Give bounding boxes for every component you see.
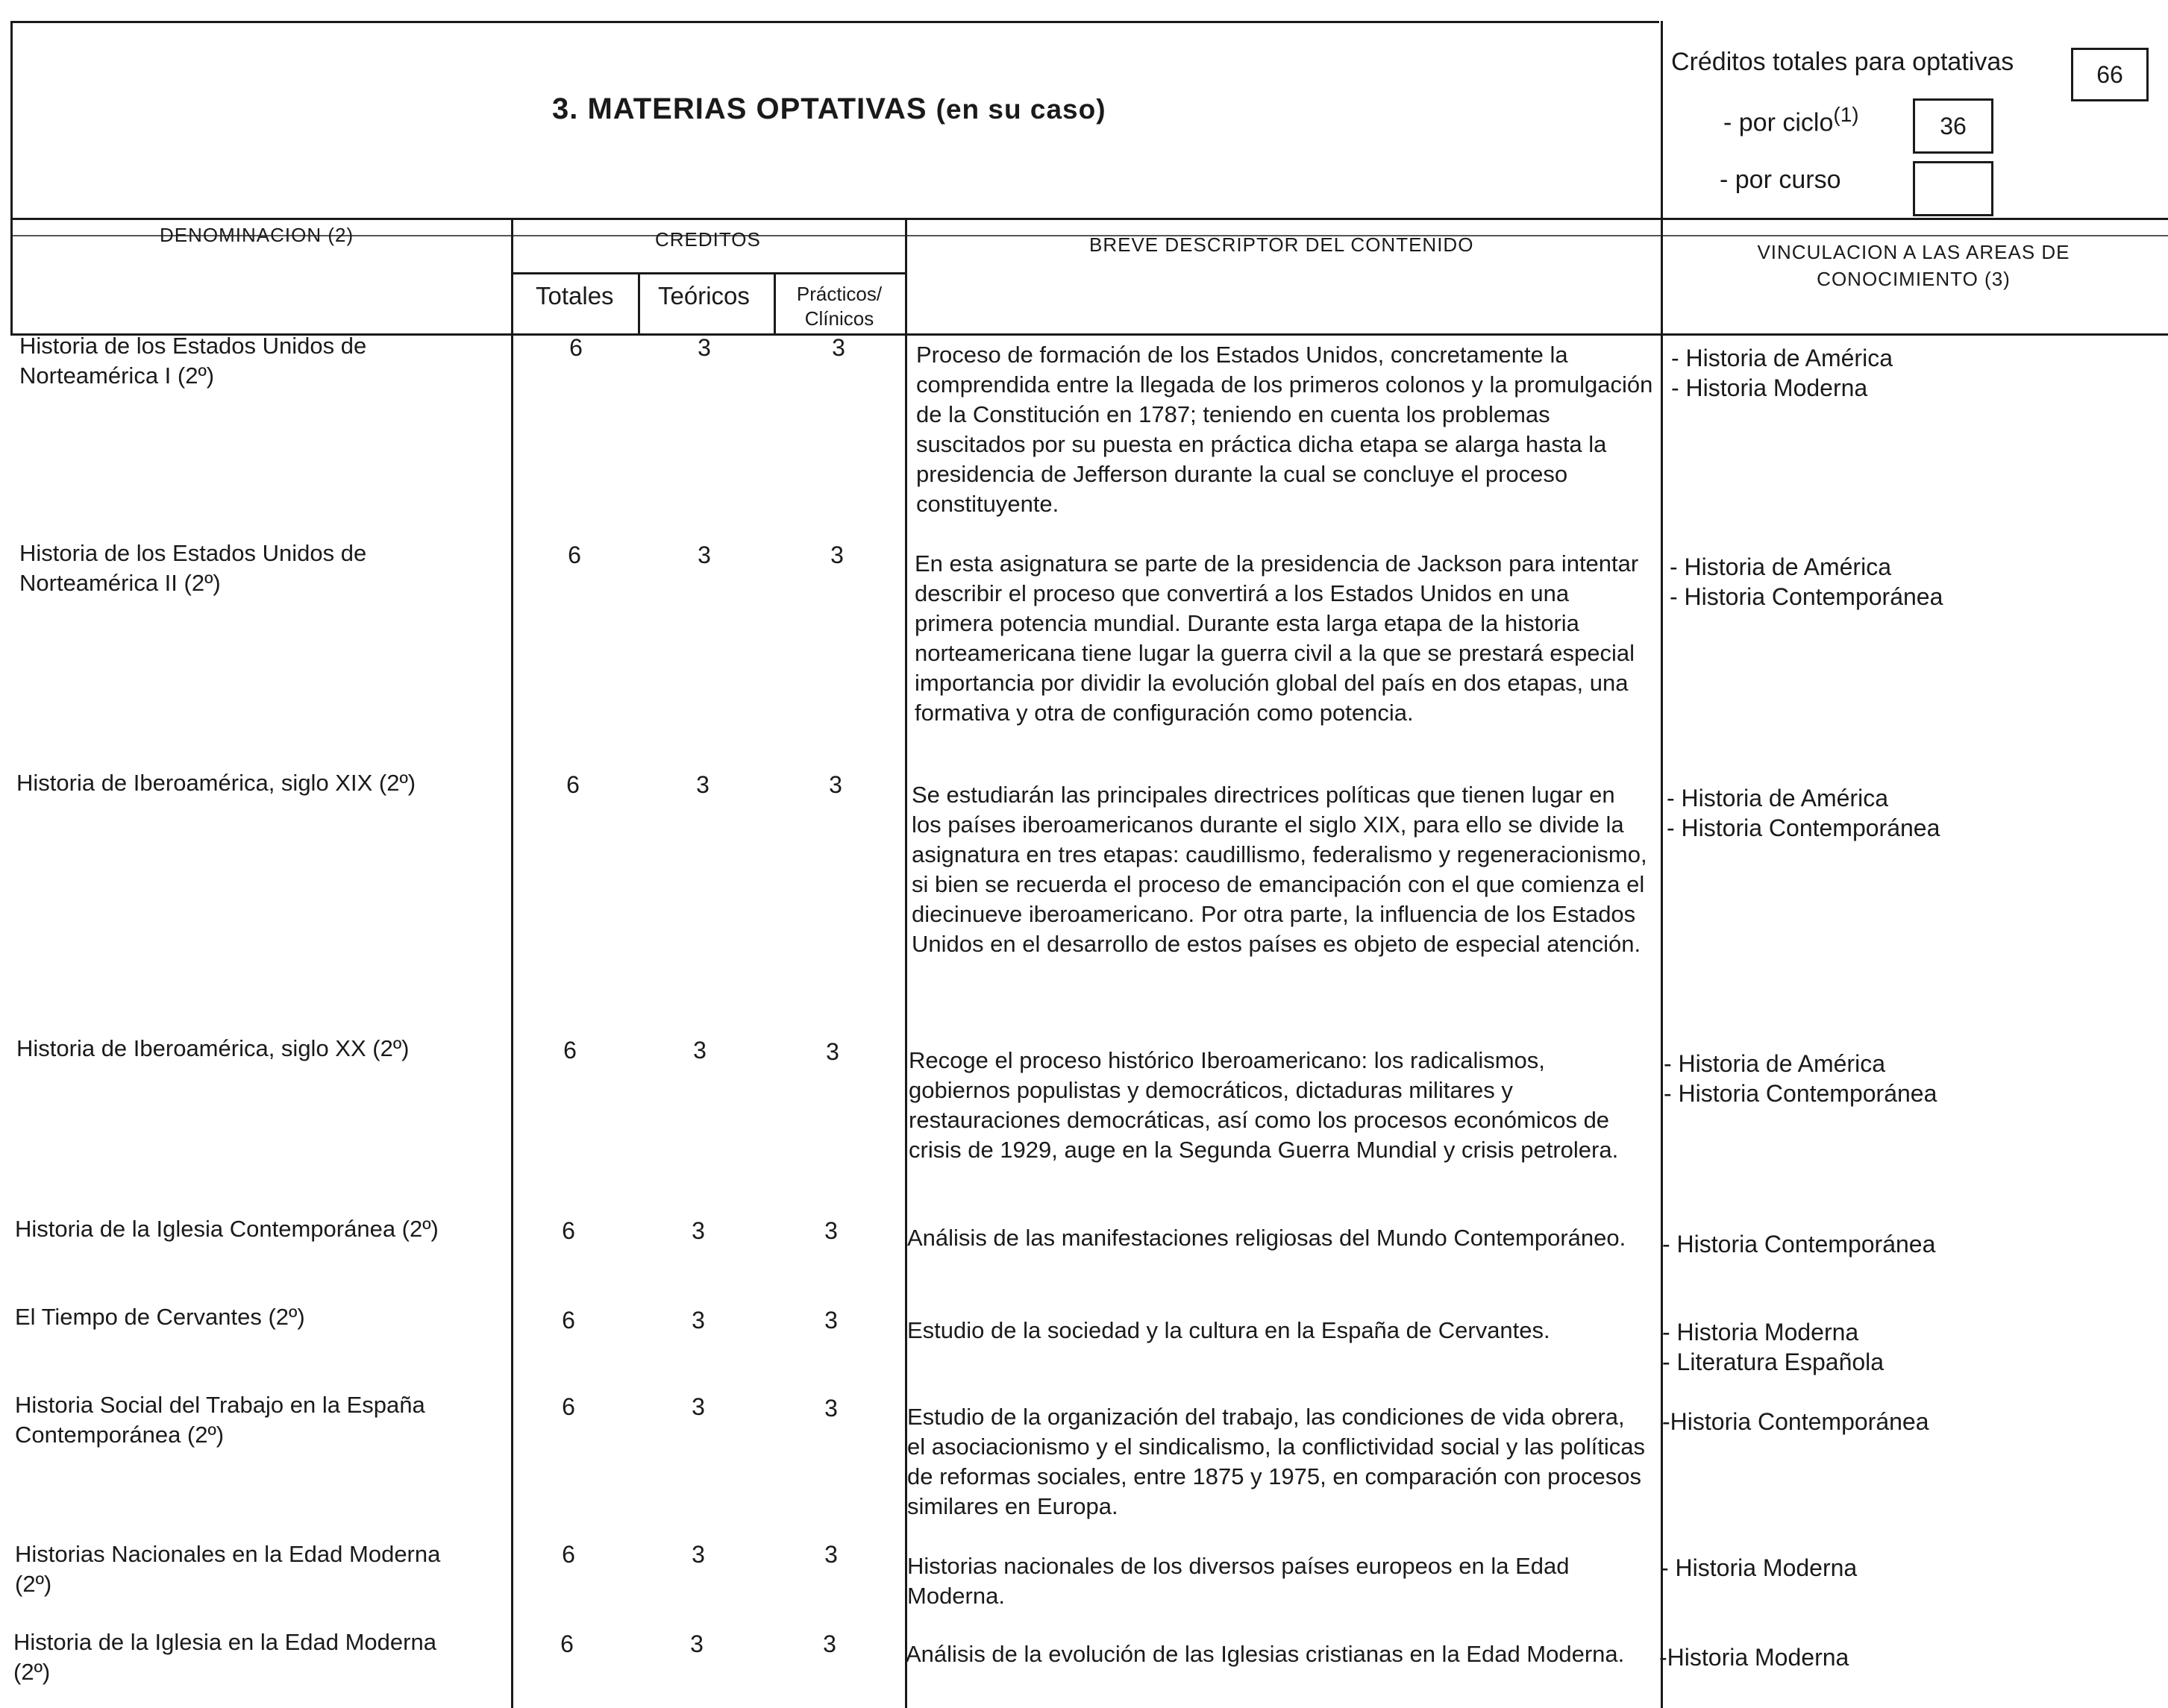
row-descriptor: Análisis de la evolución de las Iglesias cristianas en la Edad Moderna. bbox=[906, 1641, 1625, 1667]
row-totales: 6 bbox=[569, 334, 583, 361]
row-name: Historia de Iberoamérica, siglo XIX (2º) bbox=[16, 770, 416, 796]
row-totales: 6 bbox=[566, 771, 580, 798]
col-practicos: Prácticos/ Clínicos bbox=[796, 283, 883, 330]
col-descriptor: BREVE DESCRIPTOR DEL CONTENIDO bbox=[1089, 233, 1474, 256]
col-creditos: CREDITOS bbox=[655, 228, 761, 251]
row-name: Historias Nacionales en la Edad Moderna (2º) bbox=[15, 1541, 441, 1597]
row-totales: 6 bbox=[562, 1217, 575, 1244]
header-divider bbox=[10, 218, 2168, 220]
row-areas: - Historia de América - Historia Contemporánea bbox=[1670, 553, 1943, 610]
row-areas: - Historia Contemporánea bbox=[1662, 1231, 1936, 1258]
row-practicos: 3 bbox=[824, 1217, 838, 1244]
row-practicos: 3 bbox=[826, 1038, 839, 1065]
row-teoricos: 3 bbox=[692, 1393, 705, 1420]
row-totales: 6 bbox=[562, 1307, 575, 1334]
row-areas: - Historia de América - Historia Contemporánea bbox=[1667, 785, 1940, 841]
creditos-subdivider bbox=[513, 272, 906, 274]
row-totales: 6 bbox=[563, 1037, 577, 1064]
row-teoricos: 3 bbox=[698, 541, 711, 568]
row-descriptor: Estudio de la sociedad y la cultura en la España de Cervantes. bbox=[907, 1317, 1550, 1343]
row-areas: -Historia Moderna bbox=[1659, 1644, 1849, 1671]
creditos-totales-label: Créditos totales para optativas bbox=[1671, 48, 2014, 76]
por-ciclo-box bbox=[1913, 98, 1993, 154]
row-areas: - Historia de América - Historia Contemporánea bbox=[1664, 1050, 1937, 1107]
page-title: 3. MATERIAS OPTATIVAS (en su caso) bbox=[552, 92, 1106, 125]
header-right-divider bbox=[1661, 21, 1663, 1708]
row-teoricos: 3 bbox=[692, 1217, 705, 1244]
creditos-totales-box bbox=[2071, 48, 2149, 101]
row-name: El Tiempo de Cervantes (2º) bbox=[15, 1304, 305, 1330]
row-name: Historia de los Estados Unidos de Norteamérica II (2º) bbox=[19, 540, 367, 596]
row-descriptor: En esta asignatura se parte de la presidencia de Jackson para intentar describir el proceso que convertirá a los Estados Unidos en una primera potencia mundial. Durante esta larga etapa de la historia norteamericana tiene lugar la guerra civil a la que se prestará especial importancia por dividir la evolución global del país en dos etapas, una formativa y otra de configuración como potencia. bbox=[915, 550, 1639, 726]
row-teoricos: 3 bbox=[692, 1307, 705, 1334]
row-teoricos: 3 bbox=[690, 1630, 704, 1657]
col-vinculacion: VINCULACION A LAS AREAS DE CONOCIMIENTO (3) bbox=[1757, 241, 2070, 290]
col-teoricos: Teóricos bbox=[658, 282, 750, 310]
row-areas: - Historia Moderna - Literatura Española bbox=[1662, 1319, 1885, 1375]
col-divider-1 bbox=[511, 218, 513, 1708]
row-totales: 6 bbox=[562, 1393, 575, 1420]
row-areas: -Historia Contemporánea bbox=[1662, 1408, 1929, 1435]
col-denominacion: DENOMINACION (2) bbox=[160, 224, 354, 246]
row-practicos: 3 bbox=[824, 1541, 838, 1568]
left-border bbox=[10, 21, 13, 334]
row-descriptor: Recoge el proceso histórico Iberoamericano: los radicalismos, gobiernos populistas y democráticos, dictaduras militares y restauraciones democráticas, así como los procesos económicos de crisis de 1929, auge en la Segunda Guerra Mundial y crisis petrolera. bbox=[909, 1047, 1619, 1163]
row-totales: 6 bbox=[568, 541, 581, 568]
row-name: Historia de los Estados Unidos de Norteamérica I (2º) bbox=[19, 333, 367, 389]
por-ciclo-value: 36 bbox=[1940, 112, 1967, 139]
row-name: Historia de Iberoamérica, siglo XX (2º) bbox=[16, 1035, 410, 1061]
por-curso-label: - por curso bbox=[1720, 166, 1841, 194]
row-practicos: 3 bbox=[824, 1307, 838, 1334]
row-name: Historia de la Iglesia en la Edad Moderna (2º) bbox=[13, 1629, 436, 1685]
por-curso-box bbox=[1913, 161, 1993, 216]
por-ciclo-note: (1) bbox=[1833, 103, 1859, 126]
row-descriptor: Se estudiarán las principales directrices políticas que tienen lugar en los países iberoamericanos durante el siglo XIX, para ello se divide la asignatura en tres etapas: caudillismo, federalismo y regeneracionismo, si bien se recuerda el proceso de emancipación con el que comienza el diecinueve iberoamericano. Por otra parte, la influencia de los Estados Unidos en el desarrollo de estos países es objeto de especial atención. bbox=[912, 782, 1647, 957]
row-practicos: 3 bbox=[830, 541, 844, 568]
row-totales: 6 bbox=[562, 1541, 575, 1568]
row-name: Historia de la Iglesia Contemporánea (2º) bbox=[15, 1216, 439, 1242]
creditos-totales-value: 66 bbox=[2096, 60, 2123, 88]
row-practicos: 3 bbox=[824, 1395, 838, 1422]
top-border bbox=[10, 21, 1659, 23]
row-descriptor: Estudio de la organización del trabajo, las condiciones de vida obrera, el asociacionismo y el sindicalismo, la conflictividad social y las políticas de reformas sociales, entre 1875 y 1975, en comparación con procesos similares en Europa. bbox=[907, 1404, 1645, 1519]
row-descriptor: Historias nacionales de los diversos países europeos en la Edad Moderna. bbox=[907, 1553, 1570, 1609]
row-practicos: 3 bbox=[832, 334, 845, 361]
row-teoricos: 3 bbox=[693, 1037, 707, 1064]
row-practicos: 3 bbox=[829, 771, 842, 798]
col-divider-2 bbox=[638, 272, 640, 335]
row-areas: - Historia de América - Historia Moderna bbox=[1671, 345, 1893, 401]
row-areas: - Historia Moderna bbox=[1661, 1554, 1858, 1581]
row-descriptor: Análisis de las manifestaciones religiosas del Mundo Contemporáneo. bbox=[907, 1225, 1626, 1251]
row-practicos: 3 bbox=[823, 1630, 836, 1657]
por-ciclo-label: - por ciclo$^{(1)}$ bbox=[1723, 103, 1859, 137]
row-teoricos: 3 bbox=[698, 334, 711, 361]
row-teoricos: 3 bbox=[696, 771, 709, 798]
row-teoricos: 3 bbox=[692, 1541, 705, 1568]
col-totales: Totales bbox=[536, 282, 614, 310]
row-descriptor: Proceso de formación de los Estados Unidos, concretamente la comprendida entre la llegada de los primeros colonos y la promulgación de la Constitución en 1787; teniendo en cuenta los problemas suscitados por su puesta en práctica dicha etapa se alarga hasta la presidencia de Jefferson durante la cual se concluye el proceso constituyente. bbox=[916, 342, 1653, 517]
row-totales: 6 bbox=[560, 1630, 574, 1657]
row-name: Historia Social del Trabajo en la España Contemporánea (2º) bbox=[15, 1392, 425, 1448]
